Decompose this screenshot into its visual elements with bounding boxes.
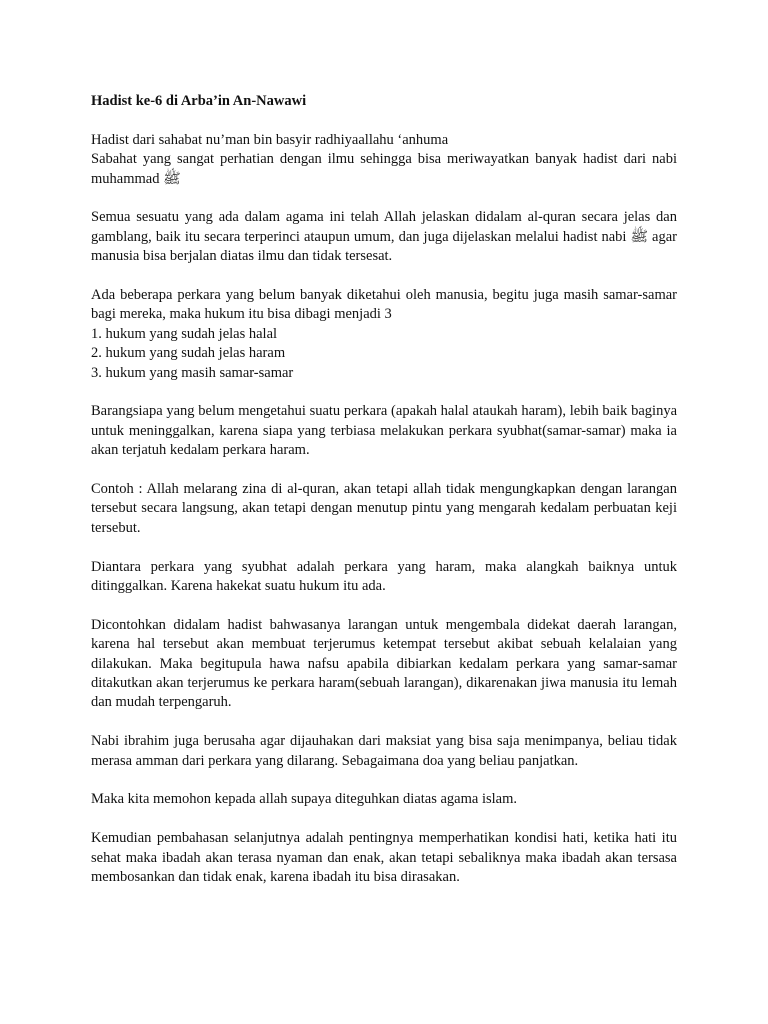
paragraph-7: Nabi ibrahim juga berusaha agar dijauhakan dari maksiat yang bisa saja menimpanya, beliau tidak merasa amman dari perkara yang dilarang. Sebagaimana doa yang beliau panjatkan. [91, 733, 677, 769]
paragraph-2-block [91, 286, 677, 383]
paragraph-4: Contoh : Allah melarang zina di al-quran, akan tetapi allah tidak mengungkapkan dengan larangan tersebut secara langsung, akan tetapi dengan menutup pintu yang mengarah kedalam perbuatan keji tersebut. [91, 481, 677, 536]
paragraph-1: Semua sesuatu yang ada dalam agama ini telah Allah jelaskan didalam al-quran secara jelas dan gamblang, baik itu secara terperinci ataupun umum, dan juga dijelaskan melalui hadist nabi ﷺ agar manusia bisa berjalan diatas ilmu dan tidak tersesat. [91, 209, 677, 265]
paragraph-3: Barangsiapa yang belum mengetahui suatu perkara (apakah halal ataukah haram), lebih baik baginya untuk meninggalkan, karena siapa yang terbiasa melakukan perkara syubhat(samar-samar) maka ia akan terjatuh kedalam perkara haram. [91, 403, 677, 459]
paragraph-2: Ada beberapa perkara yang belum banyak diketahui oleh manusia, begitu juga masih samar-samar bagi mereka, maka hukum itu bisa dibagi menjadi 3 [91, 287, 677, 323]
paragraph-6: Dicontohkan didalam hadist bahwasanya larangan untuk mengembala didekat daerah larangan, karena hal tersebut akan membuat terjerumus ketempat tersebut akibat sebuah kelalaian yang dilakukan. Maka begitupula hawa nafsu apabila dibiarkan kedalam perkara yang samar-samar ditakutkan akan terjerumus ke perkara haram(sebuah larangan), dikarenakan jiwa manusia itu lemah dan mudah terpengaruh. [91, 616, 677, 711]
paragraph-9: Kemudian pembahasan selanjutnya adalah pentingnya memperhatikan kondisi hati, ketika hati itu sehat maka ibadah akan terasa nyaman dan enak, akan tetapi sebaliknya maka ibadah akan tersasa membosankan dan tidak enak, karena ibadah itu bisa dirasakan. [91, 830, 677, 886]
intro-block [91, 131, 677, 189]
hukum-list [91, 325, 677, 383]
intro-line-2: Sabahat yang sangat perhatian dengan ilmu sehingga bisa meriwayatkan banyak hadist dari nabi muhammad ﷺ [91, 151, 677, 187]
document-page [91, 92, 677, 888]
paragraph-5: Diantara perkara yang syubhat adalah perkara yang haram, maka alangkah baiknya untuk ditinggalkan. Karena hakekat suatu hukum itu ada. [91, 558, 677, 595]
paragraph-8: Maka kita memohon kepada allah supaya diteguhkan diatas agama islam. [91, 791, 518, 808]
intro-line-1: Hadist dari sahabat nu’man bin basyir radhiyaallahu ‘anhuma [91, 131, 449, 148]
list-item: 3. hukum yang masih samar-samar [91, 364, 294, 381]
list-item: 1. hukum yang sudah jelas halal [91, 325, 278, 342]
document-title: Hadist ke-6 di Arba’in An-Nawawi [91, 93, 307, 109]
list-item: 2. hukum yang sudah jelas haram [91, 345, 286, 362]
